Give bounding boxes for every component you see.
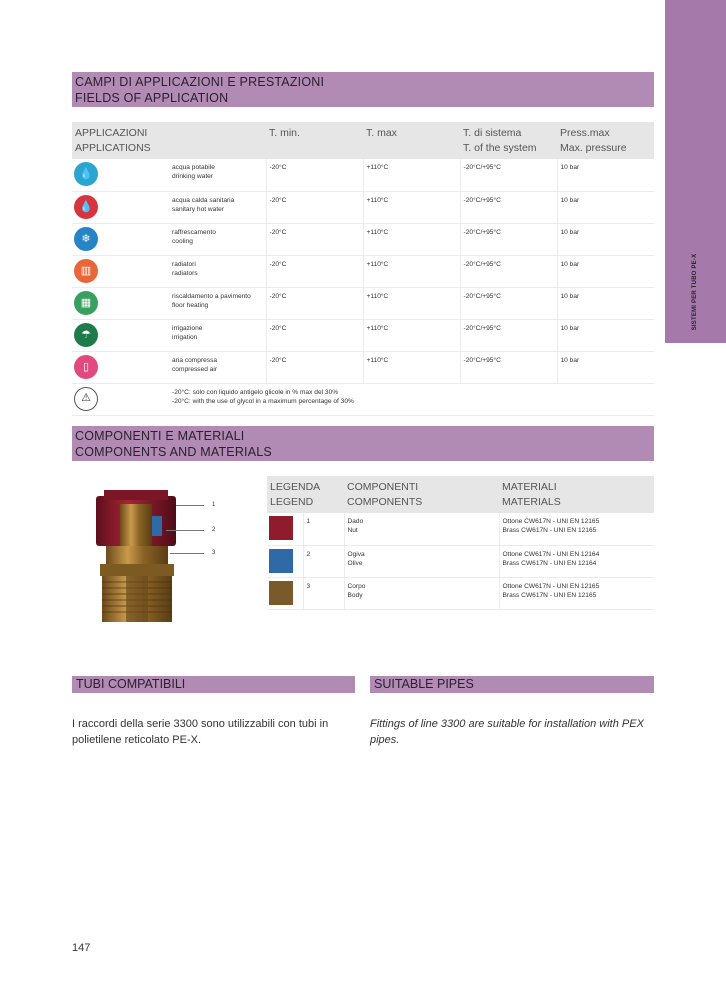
application-row — [72, 255, 654, 287]
fitting-illustration — [96, 490, 186, 625]
page-number: 147 — [72, 942, 91, 954]
tmax-cell: +110°C — [363, 223, 460, 255]
application-name-it: acqua potabile — [172, 164, 215, 171]
tmax-cell: +110°C — [363, 255, 460, 287]
pmax-cell: 10 bar — [557, 159, 654, 191]
tmin-cell: -20°C — [266, 159, 363, 191]
tsys-cell: -20°C/+95°C — [460, 287, 557, 319]
warning-icon: ⚠ — [74, 387, 98, 411]
component-name-en: Body — [347, 591, 363, 599]
tsys-cell: -20°C/+95°C — [460, 319, 557, 351]
pmax-cell: 10 bar — [557, 191, 654, 223]
component-name-en: Olive — [347, 559, 363, 567]
application-name-en: sanitary hot water — [172, 205, 225, 213]
callout-line-2 — [166, 530, 204, 531]
application-name-en: compressed air — [172, 365, 218, 373]
tsys-cell: -20°C/+95°C — [460, 255, 557, 287]
legend-swatch — [269, 516, 293, 540]
components-table — [267, 476, 654, 610]
callout-line-1 — [176, 505, 204, 506]
component-number: 1 — [303, 513, 344, 545]
callout-3: 3 — [212, 550, 216, 556]
components-table-header: LEGENDA LEGEND COMPONENTI COMPONENTS MATERIALI MATERIALS — [267, 476, 654, 513]
side-tab-label: SISTEMI PER TUBO PE-X — [692, 253, 698, 331]
irrigation-icon: ☂ — [74, 323, 98, 347]
side-tab — [665, 0, 726, 343]
legend-swatch — [269, 581, 293, 605]
application-name-en: floor heating — [172, 301, 209, 309]
application-name-it: irrigazione — [172, 324, 203, 332]
tmin-cell: -20°C — [266, 319, 363, 351]
component-name-it: Dado — [347, 518, 364, 525]
material-en: Brass CW617N - UNI EN 12165 — [502, 591, 597, 599]
pipes-title-it: TUBI COMPATIBILI — [72, 676, 355, 693]
pmax-cell: 10 bar — [557, 255, 654, 287]
application-row — [72, 287, 654, 319]
floor-heating-icon: ▦ — [74, 291, 98, 315]
material-en: Brass CW617N - UNI EN 12165 — [502, 527, 597, 534]
component-number: 2 — [303, 545, 344, 577]
application-name-it: aria compressa — [172, 356, 218, 364]
material-it: Ottone CW617N - UNI EN 12164 — [502, 550, 600, 558]
tsys-cell: -20°C/+95°C — [460, 159, 557, 191]
application-row — [72, 191, 654, 223]
component-number: 3 — [303, 577, 344, 609]
application-row — [72, 159, 654, 191]
tmax-cell: +110°C — [363, 191, 460, 223]
callout-1: 1 — [212, 502, 216, 508]
note-it: -20°C: solo con liquido antigelo glicole in % max del 30% — [172, 388, 339, 396]
tmax-cell: +110°C — [363, 287, 460, 319]
application-row — [72, 351, 654, 383]
applications-table-header: APPLICAZIONI APPLICATIONS T. min. T. max T. di sistema T. of the system Press.max Max. pressure — [72, 122, 654, 159]
tmax-cell: +110°C — [363, 159, 460, 191]
pmax-cell: 10 bar — [557, 223, 654, 255]
application-name-it: raffrescamento — [172, 228, 216, 236]
callout-2: 2 — [212, 527, 216, 533]
pipes-text-it: I raccordi della serie 3300 sono utilizzabili con tubi in polietilene reticolato PE-X. — [72, 718, 329, 746]
snowflake-icon: ❄ — [74, 227, 98, 251]
components-section-title: COMPONENTI E MATERIALI COMPONENTS AND MATERIALS — [72, 426, 654, 461]
component-name-it: Ogiva — [347, 550, 365, 558]
component-name-it: Corpo — [347, 582, 366, 590]
application-row — [72, 223, 654, 255]
tsys-cell: -20°C/+95°C — [460, 223, 557, 255]
application-name-en: irrigation — [172, 333, 198, 341]
tmin-cell: -20°C — [266, 351, 363, 383]
tsys-cell: -20°C/+95°C — [460, 351, 557, 383]
component-row — [267, 577, 654, 609]
pmax-cell: 10 bar — [557, 287, 654, 319]
application-row — [72, 319, 654, 351]
pipes-title-en: SUITABLE PIPES — [370, 676, 654, 693]
tmin-cell: -20°C — [266, 255, 363, 287]
application-name-it: acqua calda sanitaria — [172, 196, 235, 204]
water-drop-icon: 💧 — [74, 162, 98, 186]
applications-section-title: CAMPI DI APPLICAZIONI E PRESTAZIONI FIELDS OF APPLICATION — [72, 72, 654, 107]
material-it: Ottone CW617N - UNI EN 12165 — [502, 582, 600, 590]
tsys-cell: -20°C/+95°C — [460, 191, 557, 223]
radiator-icon: ▥ — [74, 259, 98, 283]
note-en: -20°C: with the use of glycol in a maximum percentage of 30% — [172, 397, 354, 405]
application-name-en: cooling — [172, 237, 193, 245]
callout-line-3 — [170, 553, 204, 554]
tmin-cell: -20°C — [266, 287, 363, 319]
pmax-cell: 10 bar — [557, 351, 654, 383]
compressed-air-icon: ▯ — [74, 355, 98, 379]
application-name-en: radiators — [172, 269, 198, 277]
legend-swatch — [269, 549, 293, 573]
component-row — [267, 545, 654, 577]
hot-water-drop-icon: 💧 — [74, 195, 98, 219]
component-row — [267, 513, 654, 545]
application-name-it: riscaldamento a pavimento — [172, 292, 251, 300]
tmax-cell: +110°C — [363, 319, 460, 351]
applications-table — [72, 122, 654, 416]
pmax-cell: 10 bar — [557, 319, 654, 351]
component-name-en: Nut — [347, 527, 358, 534]
material-en: Brass CW617N - UNI EN 12164 — [502, 559, 597, 567]
tmin-cell: -20°C — [266, 191, 363, 223]
tmin-cell: -20°C — [266, 223, 363, 255]
pipes-text-en: Fittings of line 3300 are suitable for installation with PEX pipes. — [370, 718, 644, 746]
material-it: Ottone CW617N - UNI EN 12165 — [502, 518, 600, 525]
application-name-en: drinking water — [172, 173, 214, 180]
applications-note-row — [72, 383, 654, 415]
tmax-cell: +110°C — [363, 351, 460, 383]
application-name-it: radiatori — [172, 260, 196, 268]
